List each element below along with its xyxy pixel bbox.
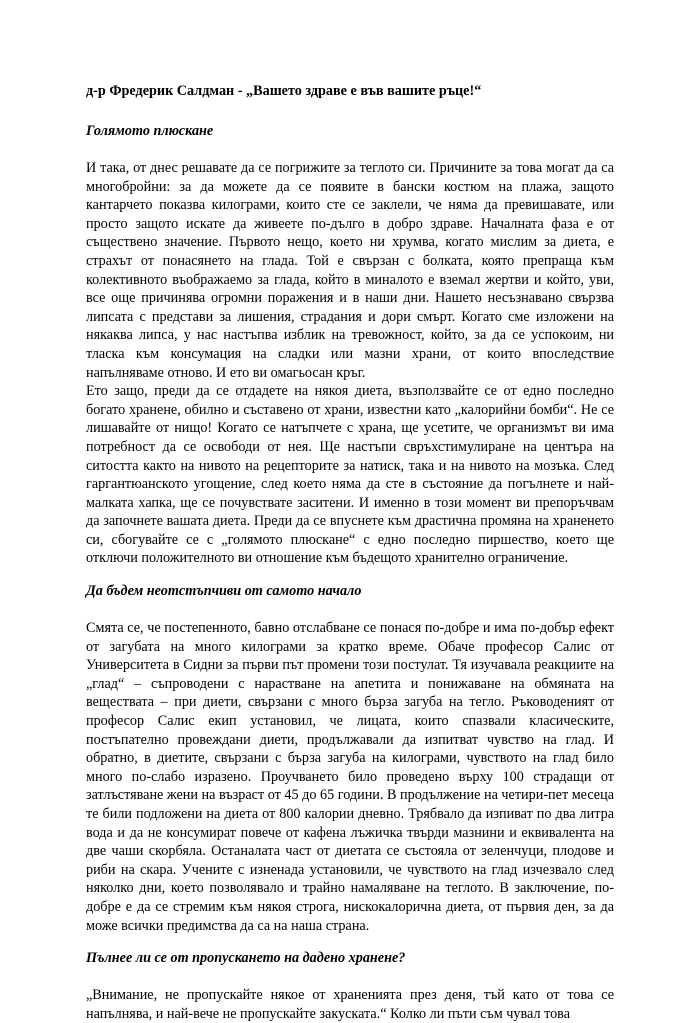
section-heading-neotstapchivi: Да бъдем неотстъпчиви от самото начало <box>86 583 362 600</box>
paragraph-2: Ето защо, преди да се отдадете на някоя диета, възползвайте се от едно последно богато хранене, обилно и съставено от храни, известни като „калорийни бомби“. Не се лишавайте от нищо! Когато се натъпчете с храна, ще усетите, че организмът ви има потребност да се освободи от нея. Ще настъпи свръхстимулиране на центъра на ситостта както на нивото на рецепторите за натиск, така и на нивото на мозъка. След гаргантюанското угощение, след което няма да сте в състояние да погълнете и най-малката хапка, ще се почувствате заситени. И именно в този момент ви препоръчвам да започнете вашата диета. Преди да се впуснете към драстична промяна на храненето си, сбогувайте се с „голямото плюскане“ с едно последно пиршество, което ще отключи положителното ви отношение към бъдещото хранително ограничение. <box>86 383 614 567</box>
document-title: д-р Фредерик Салдман - „Вашето здраве е във вашите ръце!“ <box>86 83 482 99</box>
paragraph-1: И така, от днес решавате да се погрижите за теглото си. Причините за това могат да са многобройни: за да можете да се появите в бански костюм на плажа, защото кантарчето показва килограми, които сте се заклели, че няма да превишавате, или просто защото искате да живеете по-дълго в добро здраве. Началната фаза е от съществено значение. Първото нещо, което ни хрумва, когато мислим за диета, е страхът от понасянето на глада. Той е свързан с болката, която препраща към колективното въображаемо за глада, който в миналото е вземал жертви и който, уви, все още причинява огромни поражения и в наши дни. Нашето несъзнавано свързва липсата с представи за лишения, страдания и дори смърт. Когато сме изложени на някаква липса, у нас настъпва изблик на тревожност, който, за да се успокоим, ни тласка към консумация на сладки или мазни храни, от които впоследствие напълняваме отново. И ето ви омагьосан кръг. <box>86 160 614 381</box>
section-heading-propuskane-hranene: Пълнее ли се от пропускането на дадено хранене? <box>86 950 406 967</box>
paragraph-4: „Внимание, не пропускайте някое от храненията през деня, тъй като от това се напълнява, и най-вече не пропускайте закуската.“ Колко ли пъти съм чувал това <box>86 987 614 1022</box>
document-body <box>86 82 614 1023</box>
paragraph-3: Смята се, че постепенното, бавно отслабване се понася по-добре и има по-добър ефект от загубата на много килограми за кратко време. Обаче професор Салис от Университета в Сидни за първи път промени този постулат. Тя изучавала реакциите на „глад“ – съпроводени с нарастване на апетита и понижаване на обмяната на веществата – при диети, свързани с много бърза загуба на тегло. Ръководеният от професор Салис екип установил, че лицата, които спазвали класическите, постъпателно провеждани диети, продължавали да изпитват чувство на глад. И обратно, в диетите, свързани с бърза загуба на килограми, чувството на глад било много по-слабо изразено. Проучването било проведено върху 100 страдащи от затлъстяване жени на възраст от 45 до 65 години. В продължение на четири-пет месеца те били подложени на диета от 800 калории дневно. Трябвало да изпиват по два литра вода и да не консумират повече от кафена лъжичка твърди мазнини и еквивалента на две чаши скорбяла. Останалата част от диетата се състояла от зеленчуци, плодове и риби на скара. Учените с изненада установили, че чувството на глад изчезвало след няколко дни, което позволявало и трайно намаляване на теглото. В заключение, по-добре е да се стремим към някоя строга, нискокалорична диета, от първия ден, за да може всички предимства да са на наша страна. <box>86 620 614 934</box>
section-heading-golyamoto-plyuskane: Голямото плюскане <box>86 123 214 139</box>
